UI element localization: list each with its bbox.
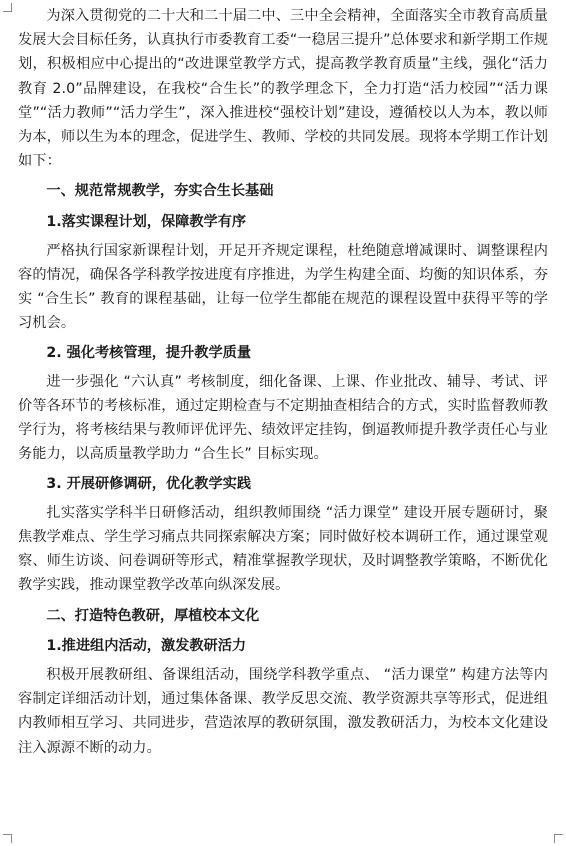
body-paragraph: 严格执行国家新课程计划，开足开齐规定课程，杜绝随意增减课时、调整课程内容的情况，确保各学科教学按进度有序推进，为学生构建全面、均衡的知识体系，夯实 “合生长” 教育的课程基础，让每一位学生都能在规范的课程设置中获得平等的学习机会。 — [18, 242, 548, 332]
subsection-heading: 3. 开展研修调研，优化教学实践 — [46, 475, 252, 492]
subsection-heading: 2. 强化考核管理，提升教学质量 — [46, 344, 252, 361]
document-page — [18, 4, 548, 760]
page-corner-mark — [3, 834, 12, 843]
section-heading: 一、规范常规教学，夯实合生长基础 — [46, 183, 274, 200]
page-corner-mark — [3, 3, 12, 12]
intro-paragraph: 为深入贯彻党的二十大和二十届二中、三中全会精神，全面落实全市教育高质量发展大会目标任务，认真执行市委教育工委“一稳居三提升”总体要求和新学期工作规划，积极相应中心提出的“改进课堂教学方式，提高教学教育质量”主线，强化“活力教育 2.0”品牌建设，在我校“合生长”的教学理念下，全力打造“活力校园”“活力课堂”“活力教师”“活力学生”，深入推进校“强校计划”建设，遵循校以人为本，教以师为本，师以生为本的理念，促进学生、教师、学校的共同发展。现将本学期工作计划如下： — [18, 8, 548, 170]
subsection-heading: 1.推进组内活动，激发教研活力 — [46, 637, 247, 654]
section-heading: 二、打造特色教研，厚植校本文化 — [46, 607, 260, 624]
subsection-heading: 1.落实课程计划，保障教学有序 — [46, 213, 247, 230]
body-paragraph: 扎实落实学科半日研修活动，组织教师围绕 “活力课堂” 建设开展专题研讨，聚焦教学难点、学生学习痛点共同探索解决方案；同时做好校本调研工作，通过课堂观察、师生访谈、问卷调研等形式，精准掌握教学现状，及时调整教学策略，不断优化教学实践，推动课堂教学改革向纵深发展。 — [18, 504, 548, 594]
body-paragraph: 进一步强化 “六认真” 考核制度，细化备课、上课、作业批改、辅导、考试、评价等各环节的考核标准，通过定期检查与不定期抽查相结合的方式，实时监督教师教学行为，将考核结果与教师评优评先、绩效评定挂钩，倒逼教师提升教学责任心与业务能力，以高质量教学助力 “合生长” 目标实现。 — [18, 373, 548, 463]
body-paragraph: 积极开展教研组、备课组活动，围绕学科教学重点、 “活力课堂” 构建方法等内容制定详细活动计划，通过集体备课、教学反思交流、教学资源共享等形式，促进组内教师相互学习、共同进步，营造浓厚的教研氛围，激发教研活力，为校本文化建设注入源源不断的动力。 — [18, 667, 548, 756]
page-corner-mark — [554, 834, 563, 843]
